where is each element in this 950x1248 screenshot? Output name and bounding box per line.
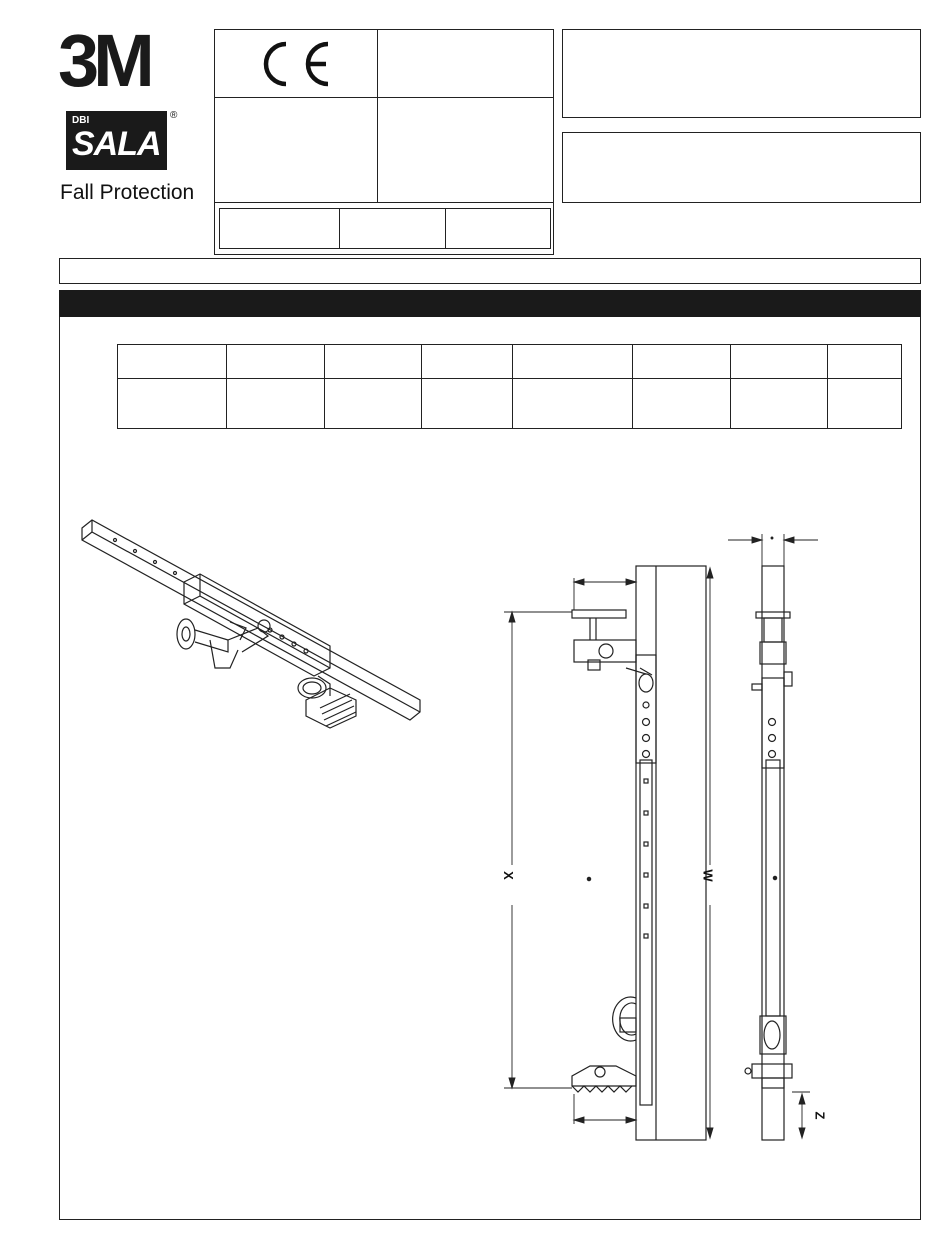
info-box-bottom <box>562 132 921 203</box>
table-cell <box>731 379 828 429</box>
document-frame <box>59 290 921 1220</box>
table-cell <box>828 379 902 429</box>
table-cell <box>422 345 513 379</box>
header-subfield-row <box>219 208 551 249</box>
table-cell <box>227 345 325 379</box>
table-cell <box>227 379 325 429</box>
sala-logo <box>66 111 167 170</box>
table-cell <box>325 345 422 379</box>
header-divider-vertical <box>377 29 378 202</box>
brand-logo-3m: 3M <box>58 19 149 102</box>
table-row <box>118 379 902 429</box>
table-cell <box>325 379 422 429</box>
table-cell <box>118 345 227 379</box>
table-header-row <box>118 345 902 379</box>
title-bar <box>59 258 921 284</box>
table-cell <box>828 345 902 379</box>
registered-mark: ® <box>170 110 178 121</box>
brand-tagline: Fall Protection <box>60 181 195 204</box>
dimension-label-w: W <box>700 869 716 882</box>
section-header-band <box>59 290 921 317</box>
specification-table <box>117 344 902 429</box>
table-cell <box>118 379 227 429</box>
dimension-label-z: Z <box>812 1111 828 1120</box>
dimension-label-x: X <box>500 871 516 880</box>
header-divider-horizontal <box>214 202 554 203</box>
header-divider-horizontal <box>214 97 554 98</box>
subfield-divider <box>445 208 446 249</box>
subfield-divider <box>339 208 340 249</box>
table-cell <box>513 345 633 379</box>
table-cell <box>633 345 731 379</box>
table-cell <box>731 345 828 379</box>
info-box-top <box>562 29 921 118</box>
sala-logo-dbi: DBI <box>72 115 90 126</box>
sala-logo-text: SALA <box>72 125 161 163</box>
table-cell <box>513 379 633 429</box>
table-cell <box>633 379 731 429</box>
table-cell <box>422 379 513 429</box>
